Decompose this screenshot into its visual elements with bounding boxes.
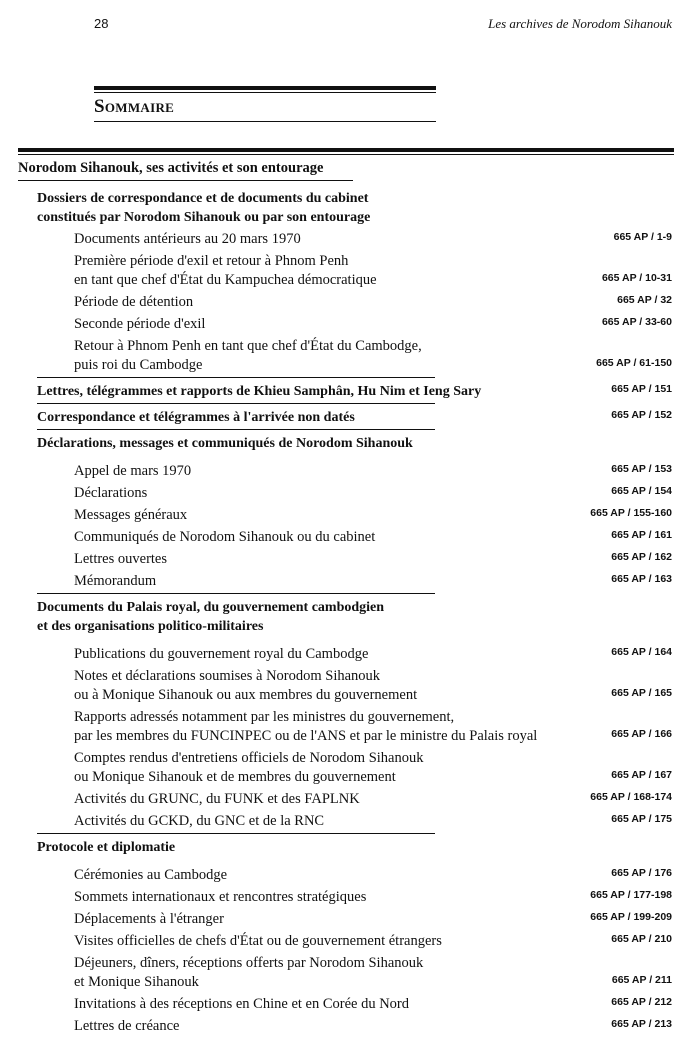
toc-entry-label: Publications du gouvernement royal du Cambodge	[74, 646, 369, 662]
toc-entry-label: Première période d'exil et retour à Phnom Penh	[74, 253, 349, 269]
toc-entry-ref: 665 AP / 213	[611, 1018, 672, 1030]
section-divider	[37, 429, 435, 430]
toc-entry-ref: 665 AP / 177-198	[590, 889, 672, 901]
toc-entry	[0, 888, 700, 907]
toc-entry-label: Communiqués de Norodom Sihanouk ou du cabinet	[74, 529, 376, 545]
main-rule-thin	[18, 154, 674, 155]
toc-entry-label: Déclarations	[74, 485, 148, 501]
toc-entry-label: Sommets internationaux et rencontres stratégiques	[74, 889, 367, 905]
toc-entry-ref: 665 AP / 164	[611, 646, 672, 658]
section-divider	[37, 833, 435, 834]
toc-entry-label: Rapports adressés notamment par les ministres du gouvernement,	[74, 709, 455, 725]
toc-entry-label: Déjeuners, dîners, réceptions offerts par Norodom Sihanouk	[74, 955, 424, 971]
toc-entry	[0, 866, 700, 885]
section-divider	[37, 403, 435, 404]
toc-entry	[0, 910, 700, 929]
toc-entry-label-line2: par les membres du FUNCINPEC ou de l'ANS et par le ministre du Palais royal	[74, 728, 538, 744]
toc-entry-ref: 665 AP / 167	[611, 769, 672, 781]
toc-section-title-line1: Dossiers de correspondance et de documents du cabinet	[37, 191, 369, 206]
toc-entry	[0, 954, 700, 992]
toc-entry-label: Comptes rendus d'entretiens officiels de Norodom Sihanouk	[74, 750, 424, 766]
toc-entry	[0, 337, 700, 375]
toc-section-correspondance	[0, 408, 700, 427]
toc-section-documents-palais	[0, 598, 700, 636]
toc-entry-label-line2: ou Monique Sihanouk et de membres du gouvernement	[74, 769, 396, 785]
toc-entry	[0, 667, 700, 705]
toc-section-title-line1: Documents du Palais royal, du gouvernement cambodgien	[37, 600, 385, 615]
sommaire-rule-top	[94, 86, 436, 90]
toc-entry	[0, 708, 700, 746]
table-of-contents	[0, 158, 700, 1036]
toc-entry-ref: 665 AP / 176	[611, 867, 672, 879]
toc-entry	[0, 252, 700, 290]
toc-entry	[0, 528, 700, 547]
toc-entry-label: Messages généraux	[74, 507, 188, 523]
toc-entry-label: Retour à Phnom Penh en tant que chef d'État du Cambodge,	[74, 338, 422, 354]
toc-entry-ref: 665 AP / 166	[611, 728, 672, 740]
sommaire-heading	[94, 96, 174, 118]
toc-entry-label: Activités du GCKD, du GNC et de la RNC	[74, 813, 325, 829]
toc-section-title: Correspondance et télégrammes à l'arrivée non datés	[37, 410, 355, 425]
toc-entry-ref: 665 AP / 163	[611, 573, 672, 585]
toc-entry	[0, 293, 700, 312]
toc-entry-label: Cérémonies au Cambodge	[74, 867, 228, 883]
toc-section-lettres	[0, 382, 700, 401]
toc-entry	[0, 932, 700, 951]
toc-entry	[0, 550, 700, 569]
toc-entry-ref: 665 AP / 61-150	[596, 357, 672, 369]
toc-entry-ref: 665 AP / 153	[611, 463, 672, 475]
toc-entry-label: Déplacements à l'étranger	[74, 911, 224, 927]
toc-entry-label: Lettres ouvertes	[74, 551, 168, 567]
page-number: 28	[94, 16, 109, 31]
toc-entry-label-line2: ou à Monique Sihanouk ou aux membres du gouvernement	[74, 687, 418, 703]
toc-entry	[0, 230, 700, 249]
toc-entry-ref: 665 AP / 10-31	[601, 272, 672, 284]
toc-entry-ref: 665 AP / 211	[611, 974, 672, 986]
toc-entry-ref: 665 AP / 151	[611, 383, 672, 395]
toc-entry-ref: 665 AP / 175	[611, 813, 672, 825]
toc-entry-ref: 665 AP / 212	[611, 996, 672, 1008]
toc-entry-ref: 665 AP / 154	[611, 485, 672, 497]
toc-section-title: Protocole et diplomatie	[37, 840, 176, 855]
toc-entry-ref: 665 AP / 155-160	[590, 507, 672, 519]
toc-entry-ref: 665 AP / 210	[611, 933, 672, 945]
toc-entry-label: Activités du GRUNC, du FUNK et des FAPLNK	[74, 791, 360, 807]
toc-entry-ref: 665 AP / 33-60	[601, 316, 672, 328]
toc-entry-label: Visites officielles de chefs d'État ou de gouvernement étrangers	[74, 933, 442, 949]
toc-entry	[0, 572, 700, 591]
toc-entry-label: Invitations à des réceptions en Chine et en Corée du Nord	[74, 996, 410, 1012]
sommaire-rule-thin	[94, 92, 436, 93]
sommaire-title-text: Sommaire	[94, 96, 175, 117]
toc-entry	[0, 812, 700, 831]
toc-entry	[0, 484, 700, 503]
toc-section-title-line2: et des organisations politico-militaires	[37, 619, 264, 634]
toc-entry-ref: 665 AP / 32	[617, 294, 672, 306]
toc-entry-label: Mémorandum	[74, 573, 157, 589]
toc-entry	[0, 790, 700, 809]
toc-entry-ref: 665 AP / 152	[611, 409, 672, 421]
toc-part-title-text: Norodom Sihanouk, ses activités et son entourage	[18, 158, 353, 181]
toc-entry-ref: 665 AP / 162	[611, 551, 672, 563]
toc-part-title	[0, 158, 700, 185]
toc-entry	[0, 645, 700, 664]
toc-entry	[0, 462, 700, 481]
toc-entry-label-line2: et Monique Sihanouk	[74, 974, 199, 990]
toc-entry-ref: 665 AP / 168-174	[590, 791, 672, 803]
toc-entry-ref: 665 AP / 1-9	[613, 231, 672, 243]
main-rule-thick	[18, 148, 674, 152]
section-divider	[37, 377, 435, 378]
toc-section-dossiers	[0, 189, 700, 227]
toc-entry-label: Notes et déclarations soumises à Norodom Sihanouk	[74, 668, 381, 684]
section-divider	[37, 593, 435, 594]
sommaire-rule-bottom	[94, 121, 436, 122]
toc-entry	[0, 506, 700, 525]
toc-section-title: Déclarations, messages et communiqués de Norodom Sihanouk	[37, 436, 413, 451]
toc-section-declarations	[0, 434, 700, 453]
toc-entry-label: Appel de mars 1970	[74, 463, 192, 479]
toc-entry-ref: 665 AP / 199-209	[590, 911, 672, 923]
toc-entry	[0, 315, 700, 334]
toc-section-title-line2: constitués par Norodom Sihanouk ou par son entourage	[37, 210, 371, 225]
toc-entry-ref: 665 AP / 161	[611, 529, 672, 541]
toc-entry	[0, 749, 700, 787]
toc-entry	[0, 1017, 700, 1036]
toc-section-title: Lettres, télégrammes et rapports de Khieu Samphân, Hu Nim et Ieng Sary	[37, 384, 482, 399]
toc-entry-label: Lettres de créance	[74, 1018, 180, 1034]
toc-entry-ref: 665 AP / 165	[611, 687, 672, 699]
running-header: Les archives de Norodom Sihanouk	[488, 16, 672, 31]
toc-entry-label: Seconde période d'exil	[74, 316, 206, 332]
toc-section-protocole	[0, 838, 700, 857]
toc-entry-label: Période de détention	[74, 294, 194, 310]
toc-entry-label-line2: puis roi du Cambodge	[74, 357, 203, 373]
toc-entry-label-line2: en tant que chef d'État du Kampuchea démocratique	[74, 272, 377, 288]
toc-entry	[0, 995, 700, 1014]
toc-entry-label: Documents antérieurs au 20 mars 1970	[74, 231, 301, 247]
